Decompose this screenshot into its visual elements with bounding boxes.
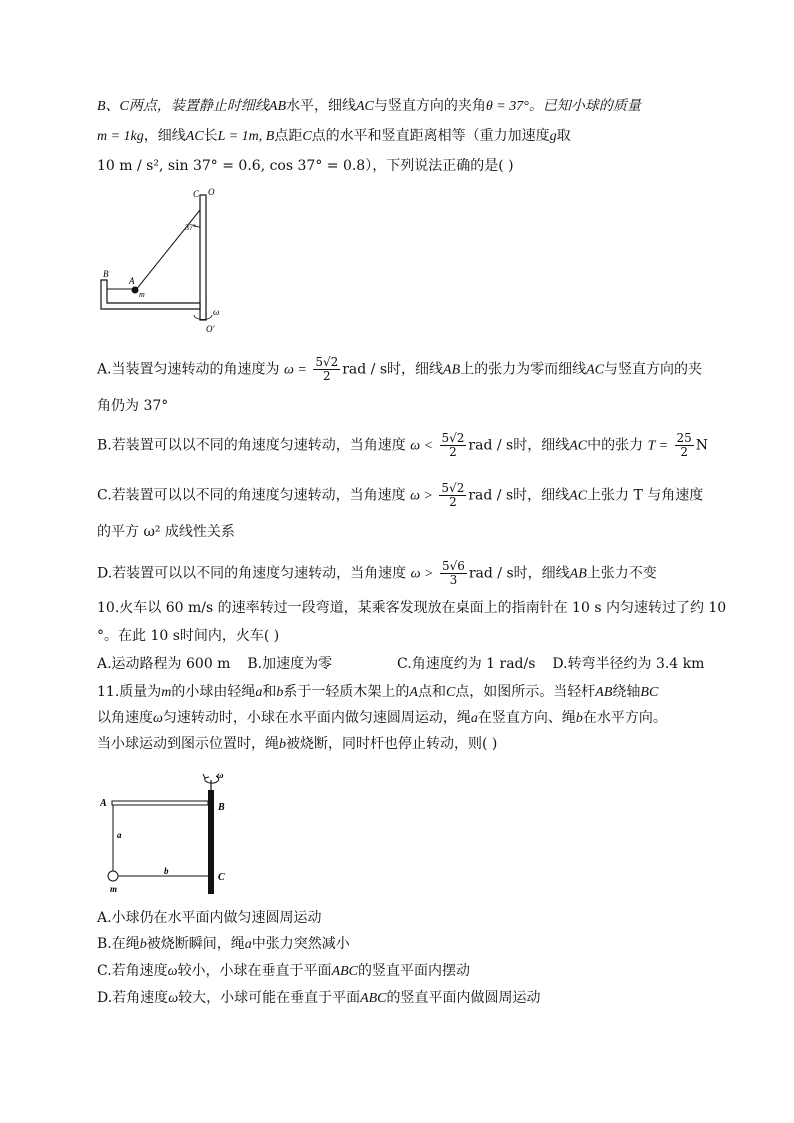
numerator: 5√2 bbox=[441, 431, 465, 445]
q9-option-d bbox=[97, 560, 657, 587]
text: a bbox=[255, 685, 263, 700]
text: 系于一轻质木架上的 bbox=[283, 684, 410, 700]
text: θ = 37°。已知小球的质量 bbox=[485, 99, 641, 114]
q10-option-b: B.加速度为零 bbox=[247, 656, 333, 672]
label-37: 37° bbox=[185, 223, 197, 232]
text: 绕轴 bbox=[612, 684, 641, 700]
text: rad / s bbox=[468, 565, 514, 582]
q11-option-a: A.小球仍在水平面内做匀速圆周运动 bbox=[97, 910, 322, 926]
q9-stem-line-2 bbox=[97, 126, 571, 147]
denominator: 2 bbox=[322, 369, 331, 383]
q9-figure bbox=[97, 185, 237, 335]
text: 的竖直平面内做圆周运动 bbox=[386, 990, 541, 1006]
text: AC bbox=[586, 362, 605, 378]
text: C bbox=[445, 685, 456, 700]
text: B.在绳 bbox=[97, 936, 140, 952]
text: 时，细线 bbox=[387, 361, 444, 378]
label-c-point: C bbox=[218, 872, 225, 883]
q10-line-1: 10.火车以 60 m/s 的速率转过一段弯道，某乘客发现放在桌面上的指南针在 10 s 内匀速转过了约 10 bbox=[97, 600, 727, 616]
text: 与竖直方向的夹 bbox=[604, 361, 703, 378]
text: rad / s bbox=[468, 487, 514, 504]
q10-option-d: D.转弯半径约为 3.4 km bbox=[552, 656, 705, 672]
text: b bbox=[276, 685, 284, 700]
text: 10 m / s², sin 37° = 0.6, cos 37° = 0.8 bbox=[97, 158, 366, 174]
label-m: m bbox=[139, 290, 145, 299]
numerator: 5√6 bbox=[441, 559, 465, 573]
text: ω > bbox=[410, 488, 433, 504]
text: B.若装置可以以不同的角速度匀速转动，当角速度 bbox=[97, 437, 406, 454]
q9-option-c-line-2: 的平方 ω² 成线性关系 bbox=[97, 524, 235, 540]
text: ABC bbox=[360, 991, 387, 1006]
label-b-point: B bbox=[218, 802, 225, 813]
text: A bbox=[409, 685, 418, 700]
text: rad / s bbox=[468, 437, 514, 454]
denominator: 2 bbox=[449, 495, 457, 509]
text: BC bbox=[640, 685, 659, 700]
text: 在竖直方向、绳 bbox=[477, 710, 576, 726]
fraction bbox=[439, 482, 466, 509]
numerator: 25 bbox=[676, 431, 692, 445]
text: m = 1kg bbox=[97, 129, 144, 144]
text: g bbox=[549, 129, 557, 144]
q9-option-a-line-2: 角仍为 37° bbox=[97, 398, 169, 414]
text: a bbox=[470, 711, 478, 726]
text: 较小，小球在垂直于平面 bbox=[177, 963, 332, 979]
text: 11.质量为 bbox=[97, 684, 162, 700]
q10-line-2: °。在此 10 s时间内，火车( ) bbox=[97, 628, 280, 644]
denominator: 2 bbox=[680, 445, 688, 459]
text: ABC bbox=[331, 964, 359, 979]
lower-frame bbox=[101, 280, 200, 309]
text: 上张力不变 bbox=[586, 565, 657, 582]
text: 被烧断瞬间，绳 bbox=[146, 936, 245, 952]
q10-option-c: C.角速度约为 1 rad/s bbox=[397, 656, 536, 672]
text: 时，细线 bbox=[513, 565, 570, 582]
label-rope-b: b bbox=[164, 866, 169, 876]
q11-figure bbox=[100, 764, 240, 900]
text: ω > bbox=[410, 566, 434, 582]
text: AB bbox=[443, 362, 461, 378]
label-o-prime: O′ bbox=[206, 324, 215, 334]
text: C.若角速度 bbox=[97, 963, 168, 979]
text: a bbox=[244, 937, 252, 952]
q11-line-1 bbox=[97, 682, 658, 703]
text: 上张力 T 与角速度 bbox=[587, 487, 704, 504]
fraction bbox=[440, 432, 467, 459]
text: C bbox=[302, 129, 312, 144]
label-a: A bbox=[129, 276, 135, 286]
text: A.当装置匀速转动的角速度为 bbox=[97, 361, 280, 378]
text: 水平，细线 bbox=[286, 98, 356, 114]
text: ω bbox=[167, 964, 178, 979]
q9-option-b bbox=[97, 432, 708, 459]
text: AC bbox=[569, 438, 588, 454]
text: T = bbox=[647, 438, 669, 454]
text: D.若角速度 bbox=[97, 990, 169, 1006]
text: B、C两点，装置静止时细线 bbox=[97, 99, 269, 114]
text: 的小球由轻绳 bbox=[171, 684, 256, 700]
vertical-axis-bc bbox=[208, 790, 214, 894]
text: ，细线 bbox=[143, 128, 186, 144]
ball bbox=[132, 287, 139, 294]
q9-option-c bbox=[97, 482, 703, 509]
text: m bbox=[161, 685, 172, 700]
text: ω bbox=[168, 991, 179, 1006]
denominator: 3 bbox=[449, 573, 458, 587]
text: AC bbox=[185, 129, 204, 144]
text: 长 bbox=[203, 128, 218, 144]
text: 较大，小球可能在垂直于平面 bbox=[178, 990, 361, 1006]
text: ω < bbox=[410, 438, 434, 454]
q11-option-b bbox=[97, 934, 350, 955]
q9-stem-line-3 bbox=[97, 156, 514, 176]
numerator: 5√2 bbox=[315, 355, 339, 369]
text: ω = bbox=[284, 362, 307, 378]
q11-option-d bbox=[97, 988, 541, 1009]
q10-options bbox=[97, 654, 704, 674]
text: 中张力突然减小 bbox=[251, 936, 350, 952]
text: ），下列说法正确的是( ) bbox=[365, 158, 514, 174]
rod-ab bbox=[112, 801, 208, 805]
fraction bbox=[313, 356, 340, 383]
text: AC bbox=[569, 488, 588, 504]
vertical-rod bbox=[200, 195, 206, 320]
q11-line-3 bbox=[97, 734, 497, 755]
text: 点距 bbox=[274, 128, 303, 144]
text: 时，细线 bbox=[513, 437, 570, 454]
text: 点和 bbox=[417, 684, 446, 700]
label-rope-a: a bbox=[117, 830, 122, 840]
label-a-point: A bbox=[100, 798, 107, 809]
text: AB bbox=[569, 566, 587, 582]
ball bbox=[108, 871, 118, 881]
text: C.若装置可以以不同的角速度匀速转动，当角速度 bbox=[97, 487, 406, 504]
text: rad / s bbox=[342, 361, 388, 378]
text: 的竖直平面内摆动 bbox=[358, 963, 471, 979]
text: 当小球运动到图示位置时，绳 bbox=[97, 736, 279, 752]
text: 点的水平和竖直距离相等（重力加速度 bbox=[311, 128, 550, 144]
text: 取 bbox=[556, 128, 571, 144]
text: D.若装置可以以不同的角速度匀速转动，当角速度 bbox=[97, 565, 407, 582]
text: N bbox=[695, 437, 709, 454]
text: 中的张力 bbox=[587, 437, 644, 454]
text: 在水平方向。 bbox=[582, 710, 667, 726]
text: b bbox=[575, 711, 583, 726]
text: AB bbox=[268, 99, 286, 114]
label-o: O bbox=[208, 187, 215, 197]
q9-option-a bbox=[97, 356, 702, 383]
text: 匀速转动时，小球在水平面内做匀速圆周运动，绳 bbox=[162, 710, 471, 726]
text: b bbox=[139, 937, 147, 952]
text: AB bbox=[595, 685, 613, 700]
text: 被烧断，同时杆也停止转动，则( ) bbox=[286, 736, 498, 752]
label-m: m bbox=[110, 884, 118, 894]
label-c: C bbox=[193, 189, 200, 199]
text: AC bbox=[356, 99, 374, 114]
fraction bbox=[440, 560, 467, 587]
q9-stem-line-1 bbox=[97, 96, 641, 117]
q10-option-a: A.运动路程为 600 m bbox=[97, 656, 231, 672]
text: 上的张力为零而细线 bbox=[460, 361, 587, 378]
q11-line-2 bbox=[97, 708, 667, 729]
denominator: 2 bbox=[449, 445, 457, 459]
arrow-head bbox=[203, 774, 209, 778]
label-omega: ω bbox=[213, 307, 220, 317]
label-b: B bbox=[103, 269, 109, 279]
fraction bbox=[675, 432, 694, 459]
text: 点，如图所示。当轻杆 bbox=[455, 684, 596, 700]
text: ω bbox=[153, 711, 163, 726]
q11-option-c bbox=[97, 961, 470, 982]
text: 和 bbox=[262, 684, 277, 700]
label-omega: ω bbox=[217, 770, 224, 780]
text: 时，细线 bbox=[513, 487, 570, 504]
text: 以角速度 bbox=[97, 710, 153, 726]
numerator: 5√2 bbox=[441, 481, 465, 495]
text: 与竖直方向的夹角 bbox=[373, 98, 486, 114]
text: b bbox=[279, 737, 286, 752]
text: L = 1m, B bbox=[217, 129, 275, 144]
